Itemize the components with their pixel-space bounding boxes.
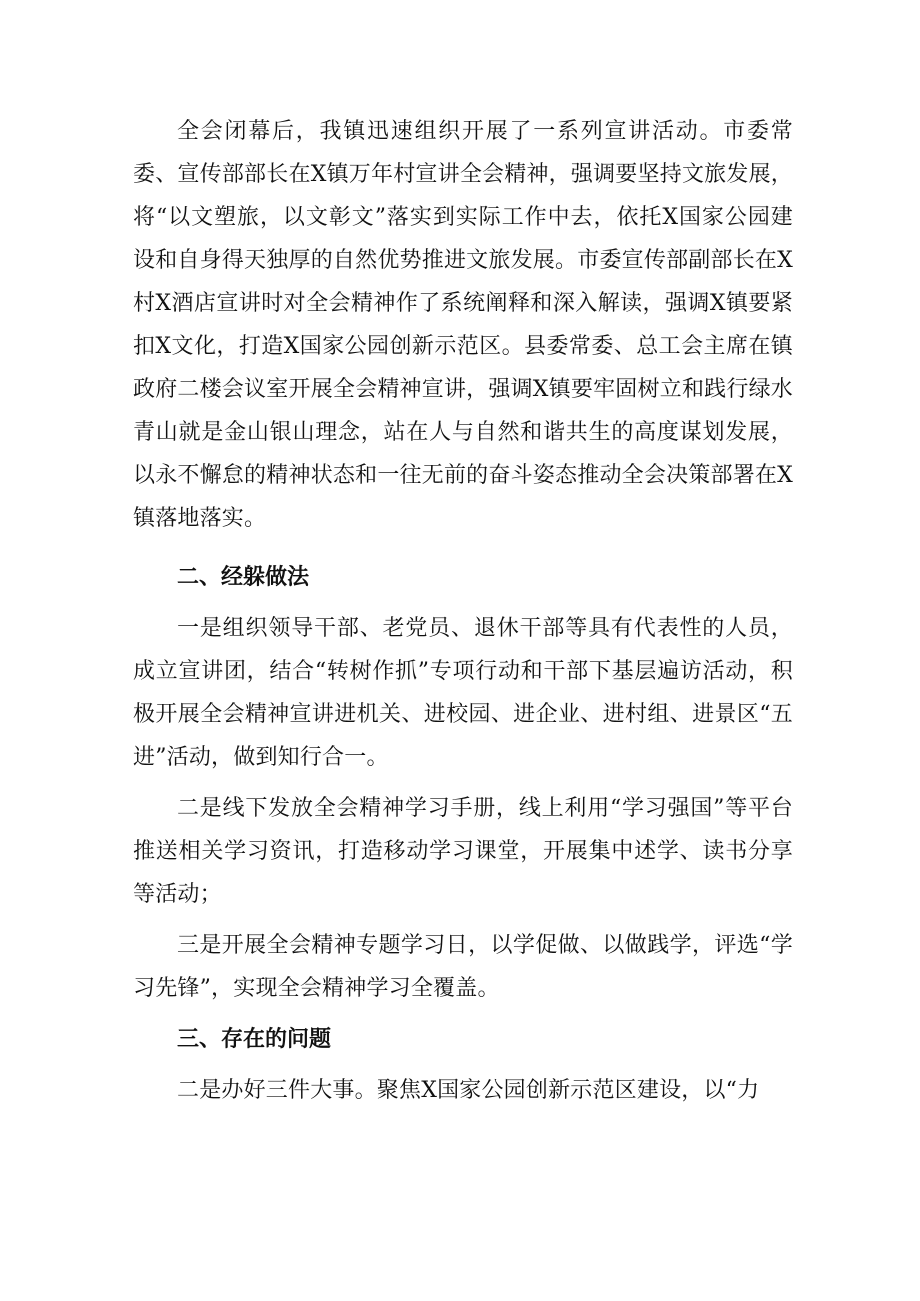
paragraph-gap bbox=[133, 540, 793, 548]
paragraph-practice-two: 二是线下发放全会精神学习手册，线上利用“学习强国”等平台推送相关学习资讯，打造移动学习课堂，开展集中述学、读书分享等活动； bbox=[133, 796, 793, 907]
paragraph-problems-start: 二是办好三件大事。聚焦X国家公园创新示范区建设，以“力 bbox=[177, 1078, 760, 1103]
paragraph-gap bbox=[133, 779, 793, 787]
paragraph-practice-one: 一是组织领导干部、老党员、退休干部等具有代表性的人员，成立宣讲团，结合“转树作抓”专项行动和干部下基层遍访活动，积极开展全会精神宣讲进机关、进校园、进企业、进村组、进景区“五进”活动，做到知行合一。 bbox=[133, 616, 793, 770]
paragraph-intro: 全会闭幕后，我镇迅速组织开展了一系列宣讲活动。市委常委、宣传部部长在X镇万年村宣讲全会精神，强调要坚持文旅发展，将“以文塑旅，以文彰文”落实到实际工作中去，依托X国家公园建设和自身得天独厚的自然优势推进文旅发展。市委宣传部副部长在X村X酒店宣讲时对全会精神作了系统阐释和深入解读，强调X镇要紧扣X文化，打造X国家公园创新示范区。县委常委、总工会主席在镇政府二楼会议室开展全会精神宣讲，强调X镇要牢固树立和践行绿水青山就是金山银山理念，站在人与自然和谐共生的高度谋划发展，以永不懈怠的精神状态和一往无前的奋斗姿态推动全会决策部署在X镇落地落实。 bbox=[133, 119, 793, 531]
section-heading-practices: 二、经躲做法 bbox=[177, 565, 310, 590]
paragraph-gap bbox=[133, 916, 793, 924]
section-heading-problems: 三、存在的问题 bbox=[177, 1027, 332, 1052]
document-body bbox=[133, 110, 793, 1112]
paragraph-practice-three: 三是开展全会精神专题学习日，以学促做、以做践学，评选“学习先锋”，实现全会精神学习全覆盖。 bbox=[133, 933, 793, 1001]
